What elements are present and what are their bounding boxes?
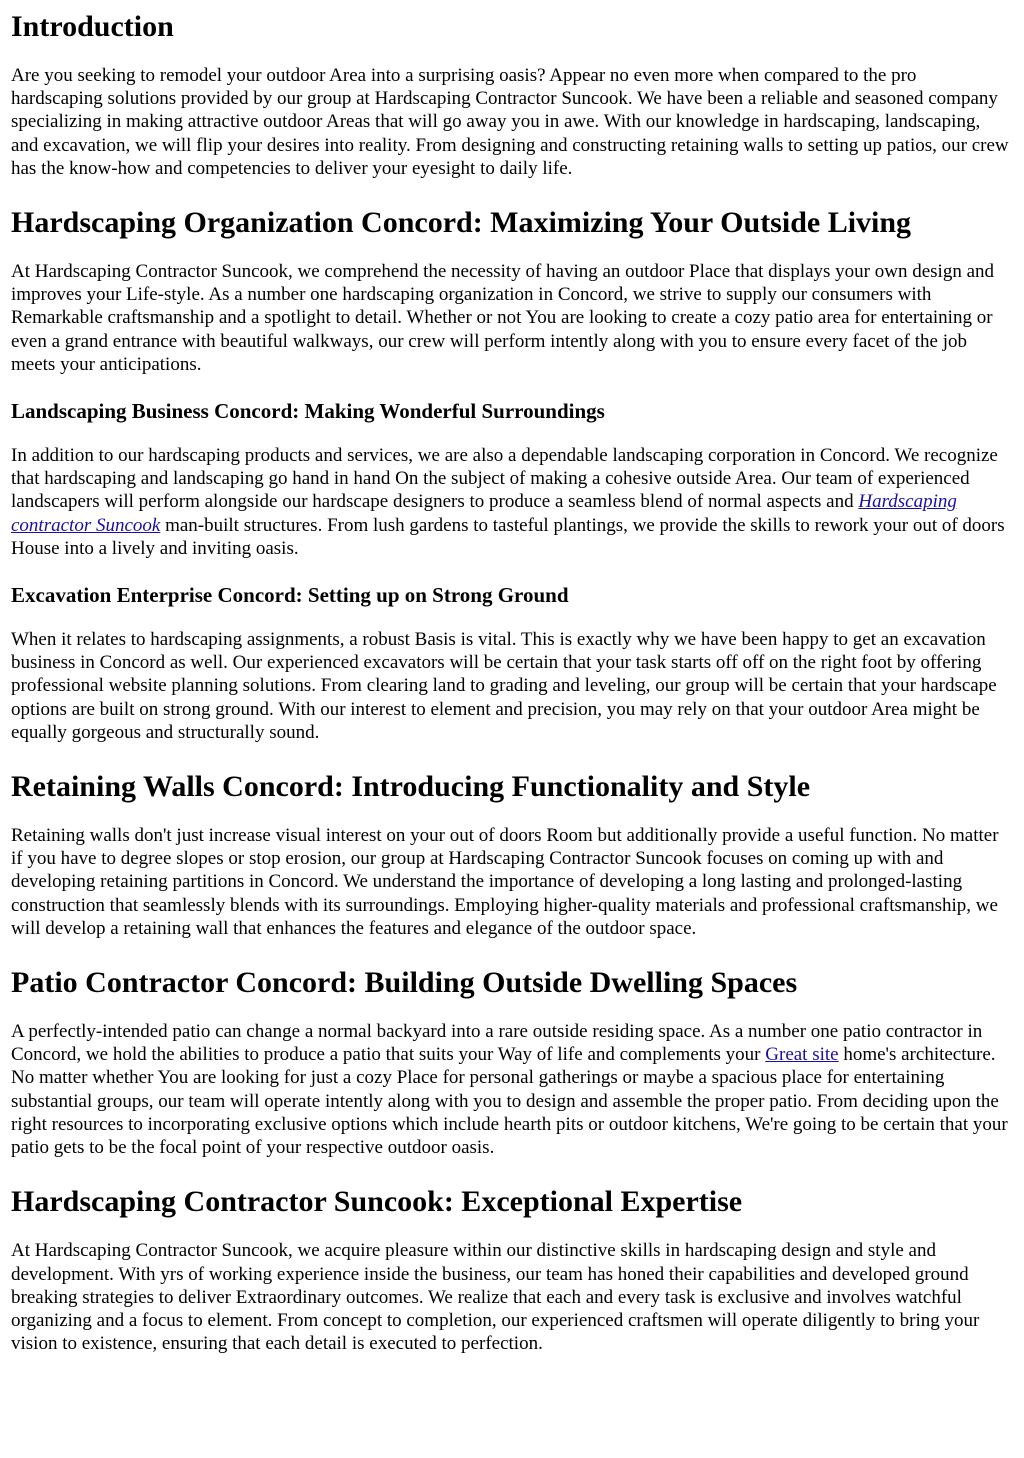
hardscaping-org-paragraph: At Hardscaping Contractor Suncook, we comprehend the necessity of having an outdoor Place that displays your own design and improves your Life-style. As a number one hardscaping organization in Concord, we strive to supply our consumers with Remarkable craftsmanship and a spotlight to detail. Whether or not You are looking to create a cozy patio area for entertaining or even a grand entrance with beautiful walkways, our crew will perform intently along with you to ensure every facet of the job meets your anticipations. [11,261,995,375]
great-site-link[interactable]: Great site [765,1044,839,1066]
excavation-paragraph: When it relates to hardscaping assignments, a robust Basis is vital. This is exactly why we have been happy to get an excavation business in Concord as well. Our experienced excavators will be certain that your task starts off off on the right foot by offering professional website planning solutions. From clearing land to grading and leveling, our group will be certain that your hardscape options are built on strong ground. With our interest to element and precision, you may rely on that your outdoor Area might be equally gorgeous and structurally sound. [11,629,997,743]
hardscaping-org-heading: Hardscaping Organization Concord: Maximizing Your Outside Living [11,206,912,240]
intro-paragraph: Are you seeking to remodel your outdoor Area into a surprising oasis? Appear no even more when compared to the pro hardscaping solutions provided by our group at Hardscaping Contractor Suncook. We have been a reliable and seasoned company specializing in making attractive outdoor Areas that will go away you in awe. With our knowledge in hardscaping, landscaping, and excavation, we will flip your desires into reality. From designing and constructing retaining walls to setting up patios, our crew has the know-how and competencies to deliver your eyesight to daily life. [11,65,1009,179]
retaining-walls-heading: Retaining Walls Concord: Introducing Functionality and Style [11,770,811,804]
expertise-paragraph: At Hardscaping Contractor Suncook, we acquire pleasure within our distinctive skills in hardscaping design and style and development. With yrs of working experience inside the business, our team has honed their capabilities and developed ground breaking strategies to deliver Extraordinary outcomes. We realize that each and every task is exclusive and involves watchful organizing and a focus to element. From concept to completion, our experienced craftsmen will operate diligently to bring your vision to existence, ensuring that each detail is executed to perfection. [11,1240,980,1355]
patio-text-before-link: A perfectly-intended patio can change a normal backyard into a rare outside residing space. As a number one patio contractor in Concord, we hold the abilities to produce a patio that suits your Way of life and complements your [11,1021,983,1066]
retaining-walls-paragraph: Retaining walls don't just increase visual interest on your out of doors Room but additionally provide a useful function. No matter if you have to degree slopes or stop erosion, our group at Hardscaping Contractor Suncook focuses on coming up with and developing retaining partitions in Concord. We understand the importance of developing a long lasting and prolonged-lasting construction that seamlessly blends with its surroundings. Employing higher-quality materials and professional craftsmanship, we will develop a retaining wall that enhances the features and elegance of the outdoor space. [11,825,999,939]
hardscaping-contractor-link[interactable]: Hardscaping contractor Suncook [11,491,957,536]
patio-paragraph [11,1020,1012,1159]
landscaping-text-after-link: man-built structures. From lush gardens to tasteful plantings, we provide the skills to rework your out of doors House into a lively and inviting oasis. [11,514,1005,559]
landscaping-text-before-link: In addition to our hardscaping products and services, we are also a dependable landscaping corporation in Concord. We recognize that hardscaping and landscaping go hand in hand On the subject of making a cohesive outside Area. Our team of experienced landscapers will perform alongside our hardscape designers to produce a seamless blend of normal aspects and [11,445,998,513]
patio-heading: Patio Contractor Concord: Building Outside Dwelling Spaces [11,966,798,1000]
expertise-heading: Hardscaping Contractor Suncook: Exceptional Expertise [11,1185,743,1219]
landscaping-paragraph [11,444,1012,560]
patio-text-after-link: home's architecture. No matter whether You are looking for just a cozy Place for personal gatherings or maybe a spacious place for entertaining substantial groups, our team will operate intently along with you to design and assemble the proper patio. From deciding upon the right resources to incorporating exclusive options which include hearth pits or outdoor kitchens, We're going to be certain that your patio gets to be the focal point of your respective outdoor oasis. [11,1044,1008,1159]
intro-heading: Introduction [11,10,174,43]
landscaping-heading: Landscaping Business Concord: Making Wonderful Surroundings [11,399,605,424]
excavation-heading: Excavation Enterprise Concord: Setting up on Strong Ground [11,583,569,608]
article [0,10,1024,1355]
